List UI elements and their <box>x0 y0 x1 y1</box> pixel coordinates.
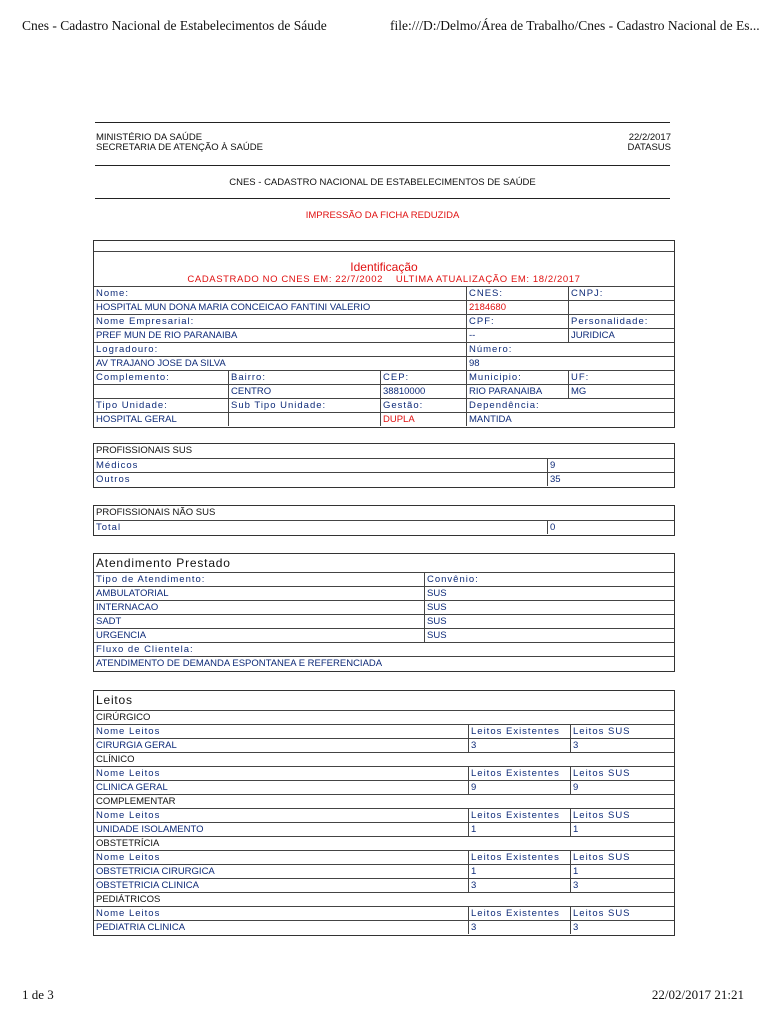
logradouro-value: AV TRAJANO JOSE DA SILVA <box>96 358 226 369</box>
col-leitos-sus: Leitos SUS <box>570 851 674 864</box>
system-title: CNES - CADASTRO NACIONAL DE ESTABELECIMENTOS DE SAÚDE <box>229 177 536 188</box>
col-nome-leitos: Nome Leitos <box>96 908 161 919</box>
uf-value: MG <box>568 385 674 398</box>
page-counter: 1 de 3 <box>22 987 54 1002</box>
cep-label: CEP: <box>380 371 466 384</box>
org-name: DATASUS <box>627 142 671 153</box>
col-leitos-existentes: Leitos Existentes <box>468 725 570 738</box>
leitos-group-name: OBSTETRÍCIA <box>96 838 160 849</box>
leito-sus: 1 <box>570 865 674 878</box>
tipo-unidade-label: Tipo Unidade: <box>96 400 168 411</box>
identificacao-section <box>93 240 675 428</box>
atendimento-tipo: INTERNACAO <box>96 602 159 613</box>
atendimento-tipo: URGENCIA <box>96 630 147 641</box>
municipio-value: RIO PARANAIBA <box>466 385 568 398</box>
section-title: Identificação <box>350 260 418 274</box>
col-nome-leitos: Nome Leitos <box>96 768 161 779</box>
section-title: PROFISSIONAIS NÃO SUS <box>96 507 216 518</box>
outros-value: 35 <box>547 473 674 486</box>
atendimento-convenio: SUS <box>424 629 674 642</box>
col-leitos-existentes: Leitos Existentes <box>468 809 570 822</box>
divider <box>95 198 670 199</box>
leito-nome: UNIDADE ISOLAMENTO <box>96 824 204 835</box>
cnpj-value <box>568 301 674 314</box>
print-page-title: Cnes - Cadastro Nacional de Estabelecimentos de Sáude <box>22 18 327 33</box>
section-title: Atendimento Prestado <box>96 556 231 570</box>
gestao-label: Gestão: <box>380 399 466 412</box>
registration-dates: CADASTRADO NO CNES EM: 22/7/2002 ULTIMA ATUALIZAÇÃO EM: 18/2/2017 <box>187 274 581 285</box>
empresarial-value: PREF MUN DE RIO PARANAIBA <box>96 330 238 341</box>
secretariat-name: SECRETARIA DE ATENÇÃO À SAÚDE <box>96 142 263 153</box>
col-leitos-existentes: Leitos Existentes <box>468 767 570 780</box>
leito-existentes: 3 <box>468 921 570 934</box>
leito-sus: 3 <box>570 739 674 752</box>
section-title: PROFISSIONAIS SUS <box>96 445 193 456</box>
leito-sus: 3 <box>570 879 674 892</box>
divider <box>95 122 670 123</box>
leito-existentes: 1 <box>468 823 570 836</box>
uf-label: UF: <box>568 371 674 384</box>
report-title: IMPRESSÃO DA FICHA REDUZIDA <box>305 210 460 221</box>
divider <box>95 165 670 166</box>
leito-nome: PEDIATRIA CLINICA <box>96 922 186 933</box>
print-url: file:///D:/Delmo/Área de Trabalho/Cnes - Cadastro Nacional de Es... <box>390 18 760 33</box>
outros-label: Outros <box>96 474 131 485</box>
leito-sus: 3 <box>570 921 674 934</box>
leito-existentes: 9 <box>468 781 570 794</box>
cpf-label: CPF: <box>466 315 568 328</box>
subtipo-label: Sub Tipo Unidade: <box>228 399 380 412</box>
fluxo-label: Fluxo de Clientela: <box>96 644 194 655</box>
medicos-label: Médicos <box>96 460 139 471</box>
leitos-group-name: COMPLEMENTAR <box>96 796 176 807</box>
bairro-value: CENTRO <box>228 385 380 398</box>
leitos-group-name: PEDIÁTRICOS <box>96 894 161 905</box>
atendimento-tipo: SADT <box>96 616 122 627</box>
atendimento-convenio: SUS <box>424 587 674 600</box>
tipo-unidade-value: HOSPITAL GERAL <box>96 414 177 425</box>
complemento-value <box>94 385 228 398</box>
empresarial-label: Nome Empresarial: <box>96 316 195 327</box>
bairro-label: Bairro: <box>228 371 380 384</box>
cep-value: 38810000 <box>380 385 466 398</box>
atendimento-section <box>93 553 675 672</box>
leito-nome: OBSTETRICIA CLINICA <box>96 880 199 891</box>
nome-label: Nome: <box>96 288 129 299</box>
cnpj-label: CNPJ: <box>568 287 674 300</box>
numero-value: 98 <box>466 357 674 370</box>
leito-existentes: 3 <box>468 739 570 752</box>
col-leitos-sus: Leitos SUS <box>570 907 674 920</box>
leito-existentes: 3 <box>468 879 570 892</box>
leito-existentes: 1 <box>468 865 570 878</box>
leito-sus: 9 <box>570 781 674 794</box>
col-leitos-sus: Leitos SUS <box>570 809 674 822</box>
atendimento-convenio: SUS <box>424 615 674 628</box>
profissionais-nao-sus-section <box>93 505 675 536</box>
gestao-value: DUPLA <box>380 413 466 426</box>
total-label: Total <box>96 522 122 533</box>
print-timestamp: 22/02/2017 21:21 <box>651 987 744 1002</box>
leito-sus: 1 <box>570 823 674 836</box>
col-leitos-existentes: Leitos Existentes <box>468 851 570 864</box>
convenio-label: Convênio: <box>424 573 674 586</box>
cnes-value: 2184680 <box>466 301 568 314</box>
municipio-label: Municipio: <box>466 371 568 384</box>
personalidade-label: Personalidade: <box>568 315 674 328</box>
col-nome-leitos: Nome Leitos <box>96 810 161 821</box>
fluxo-value: ATENDIMENTO DE DEMANDA ESPONTANEA E REFERENCIADA <box>96 658 383 669</box>
col-nome-leitos: Nome Leitos <box>96 852 161 863</box>
logradouro-label: Logradouro: <box>96 344 159 355</box>
leito-nome: CIRURGIA GERAL <box>96 740 177 751</box>
leitos-group-name: CIRÚRGICO <box>96 712 151 723</box>
leitos-group-name: CLÍNICO <box>96 754 135 765</box>
personalidade-value: JURIDICA <box>568 329 674 342</box>
medicos-value: 9 <box>547 459 674 472</box>
cnes-label: CNES: <box>466 287 568 300</box>
dependencia-label: Dependência: <box>466 399 674 412</box>
report-date: 22/2/2017 <box>628 132 671 143</box>
profissionais-sus-section <box>93 443 675 488</box>
leitos-section <box>93 690 675 936</box>
numero-label: Número: <box>466 343 674 356</box>
col-leitos-sus: Leitos SUS <box>570 767 674 780</box>
col-leitos-sus: Leitos SUS <box>570 725 674 738</box>
atendimento-tipo: AMBULATORIAL <box>96 588 169 599</box>
subtipo-value <box>228 413 380 426</box>
leito-nome: OBSTETRICIA CIRURGICA <box>96 866 215 877</box>
tipo-atendimento-label: Tipo de Atendimento: <box>96 574 206 585</box>
total-value: 0 <box>547 521 674 534</box>
dependencia-value: MANTIDA <box>466 413 674 426</box>
complemento-label: Complemento: <box>96 372 170 383</box>
col-nome-leitos: Nome Leitos <box>96 726 161 737</box>
section-title: Leitos <box>96 693 133 707</box>
col-leitos-existentes: Leitos Existentes <box>468 907 570 920</box>
cpf-value: -- <box>466 329 568 342</box>
ministry-name: MINISTÉRIO DA SAÚDE <box>96 132 203 143</box>
nome-value: HOSPITAL MUN DONA MARIA CONCEICAO FANTINI VALERIO <box>96 302 371 313</box>
atendimento-convenio: SUS <box>424 601 674 614</box>
leito-nome: CLINICA GERAL <box>96 782 168 793</box>
